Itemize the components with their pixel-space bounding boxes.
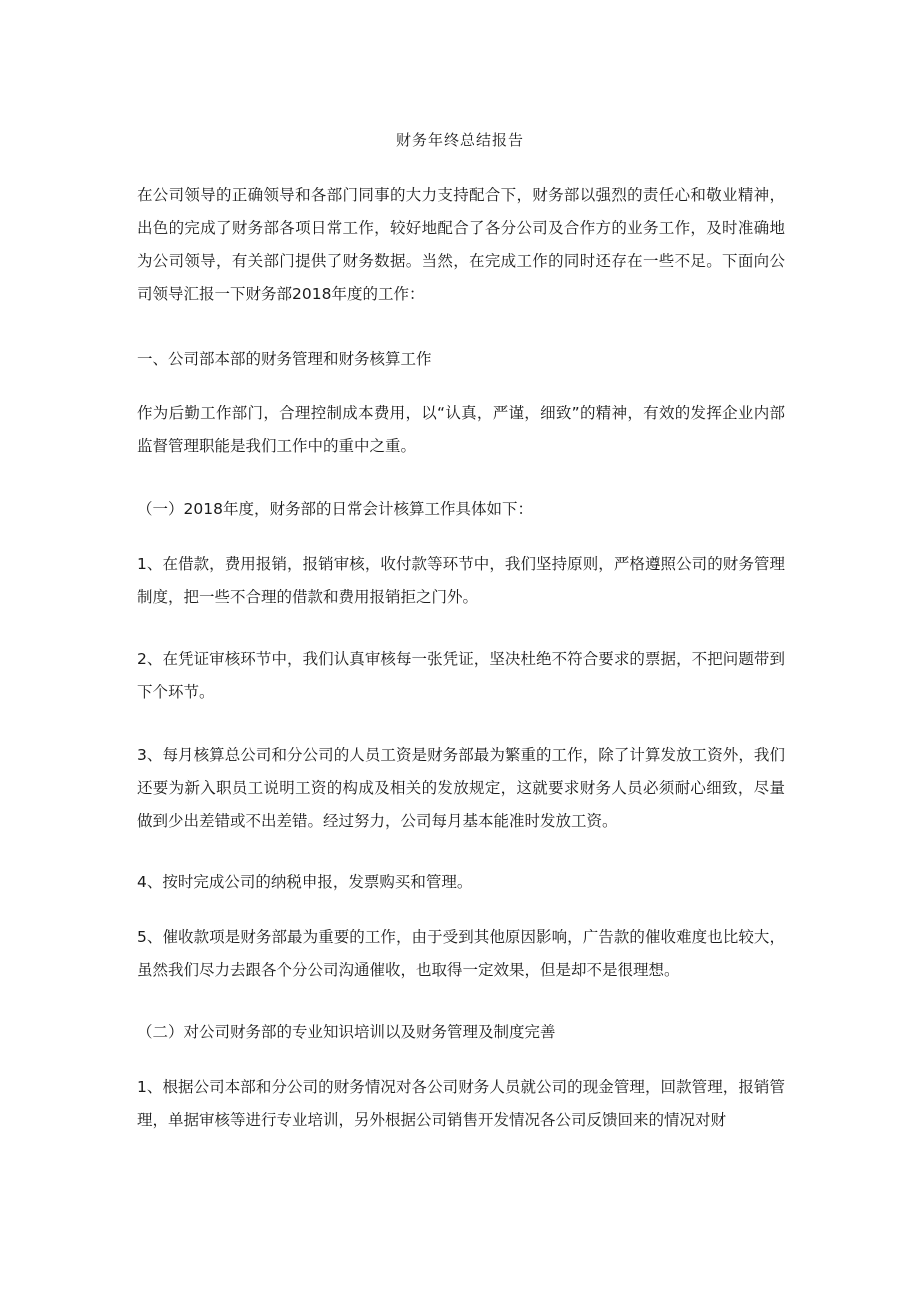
list-item: 3、每月核算总公司和分公司的人员工资是财务部最为繁重的工作，除了计算发放工资外，我们还要为新入职员工说明工资的构成及相关的发放规定，这就要求财务人员必须耐心细致，尽量做到少出差错或不出差错。经过努力，公司每月基本能准时发放工资。	[137, 746, 785, 830]
list-item: 1、在借款，费用报销，报销审核，收付款等环节中，我们坚持原则，严格遵照公司的财务管理制度，把一些不合理的借款和费用报销拒之门外。	[137, 555, 785, 606]
section-1-paragraph: 作为后勤工作部门，合理控制成本费用，以“认真，严谨，细致”的精神，有效的发挥企业内部监督管理职能是我们工作中的重中之重。	[137, 404, 785, 455]
subsection-heading-1: （一）2018年度，财务部的日常会计核算工作具体如下：	[137, 500, 533, 518]
list-item: 2、在凭证审核环节中，我们认真审核每一张凭证，坚决杜绝不符合要求的票据，不把问题带到下个环节。	[137, 650, 785, 701]
section-heading-1: 一、公司部本部的财务管理和财务核算工作	[137, 350, 432, 368]
list-item: 4、按时完成公司的纳税申报，发票购买和管理。	[137, 873, 473, 891]
subsection-heading-2: （二）对公司财务部的专业知识培训以及财务管理及制度完善	[137, 1023, 556, 1041]
intro-paragraph: 在公司领导的正确领导和各部门同事的大力支持配合下，财务部以强烈的责任心和敬业精神，出色的完成了财务部各项日常工作，较好地配合了各分公司及合作方的业务工作，及时准确地为公司领导，有关部门提供了财务数据。当然，在完成工作的同时还存在一些不足。下面向公司领导汇报一下财务部2018年度的工作：	[137, 186, 785, 303]
list-item: 1、根据公司本部和分公司的财务情况对各公司财务人员就公司的现金管理，回款管理，报销管理，单据审核等进行专业培训，另外根据公司销售开发情况各公司反馈回来的情况对财	[137, 1078, 785, 1129]
list-item: 5、催收款项是财务部最为重要的工作，由于受到其他原因影响，广告款的催收难度也比较大，虽然我们尽力去跟各个分公司沟通催收，也取得一定效果，但是却不是很理想。	[137, 928, 785, 979]
document-title: 财务年终总结报告	[395, 131, 524, 149]
